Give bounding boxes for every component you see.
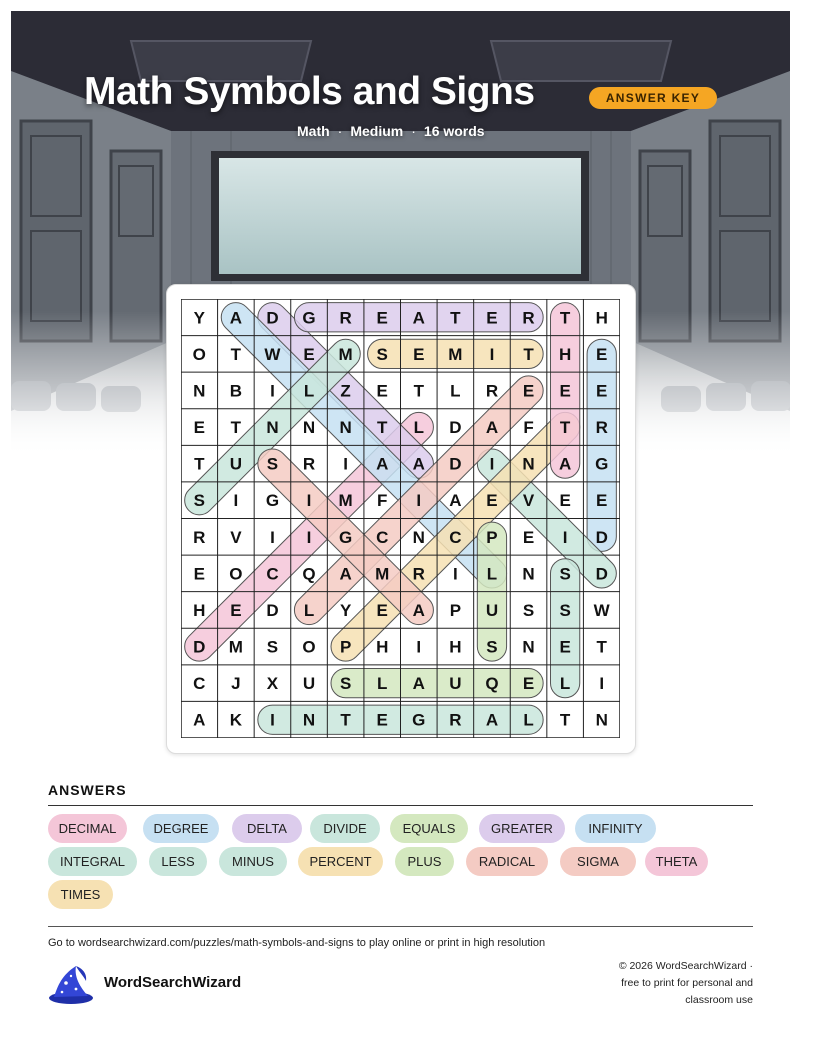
grid-letter: T [559,418,571,438]
grid-letter: S [559,600,571,620]
grid-letter: G [412,710,426,730]
answer-key-badge: ANSWER KEY [589,87,717,109]
grid-letter: T [340,710,351,730]
grid-letter: F [377,491,388,511]
grid-letter: I [306,491,312,511]
grid-letter: E [193,564,205,584]
meta-subject: Math [297,123,330,139]
grid-letter: X [266,674,279,694]
grid-letter: I [489,454,495,474]
grid-letter: M [338,491,353,511]
grid-letter: U [485,600,499,620]
grid-letter: S [376,344,388,364]
grid-letter: R [485,381,499,401]
copyright-line: classroom use [685,994,753,1006]
grid-letter: I [562,527,568,547]
grid-letter: I [306,527,312,547]
meta-difficulty: Medium [350,123,404,139]
grid-letter: E [376,308,388,328]
grid-letter: B [229,381,243,401]
grid-letter: E [596,491,608,511]
grid-letter: D [449,454,462,474]
grid-letter: S [486,637,498,657]
grid-letter: H [193,600,206,620]
grid-letter: M [375,564,390,584]
grid-letter: A [485,710,499,730]
grid-letter: E [376,381,388,401]
grid-letter: U [229,454,243,474]
answer-chip-theta: THETA [645,847,708,876]
grid-letter: A [229,308,243,328]
grid-letter: E [303,344,315,364]
page-title: Math Symbols and Signs [84,70,535,113]
grid-letter: I [270,381,275,401]
grid-letter: H [376,637,389,657]
grid-letter: R [449,710,462,730]
grid-letter: Q [302,564,316,584]
grid-letter: A [485,418,499,438]
grid-letter: S [266,454,279,474]
grid-letter: R [522,308,535,328]
grid-letter: C [266,564,279,584]
grid-letter: R [302,454,316,474]
grid-letter: S [559,564,571,584]
answer-chip-less: LESS [149,847,207,876]
grid-letter: D [266,308,279,328]
grid-letter: N [522,564,535,584]
footer-url-text: Go to wordsearchwizard.com/puzzles/math-symbols-and-signs to play online or print in high resolution [48,937,546,949]
grid-letter: F [523,418,534,438]
grid-letter: I [416,491,422,511]
grid-letter: P [339,637,352,657]
grid-letter: D [595,564,608,584]
grid-letter: C [376,527,389,547]
answer-chip-decimal: DECIMAL [48,814,127,843]
grid-letter: T [450,308,461,328]
grid-letter: A [412,308,425,328]
grid-letter: E [559,637,571,657]
grid-letter: P [449,600,462,620]
grid-letter: K [229,710,243,730]
grid-letter: T [559,308,571,328]
answer-chip-times: TIMES [48,880,113,909]
grid-letter: G [302,308,316,328]
grid-letter: A [376,454,389,474]
grid-letter: G [265,491,280,511]
grid-letter: L [303,381,315,401]
answer-chip-percent: PERCENT [298,847,383,876]
grid-letter: E [230,600,242,620]
grid-letter: L [486,564,498,584]
answers-heading: ANSWERS [48,782,127,798]
brand-name: WordSearchWizard [104,974,242,991]
copyright-line: free to print for personal and [621,977,753,989]
grid-letter: E [486,308,498,328]
grid-letter: N [302,710,316,730]
grid-letter: G [595,454,609,474]
grid-letter: N [266,418,279,438]
grid-letter: T [230,344,242,364]
copyright-line: © 2026 WordSearchWizard · [618,960,753,972]
grid-letter: A [412,600,425,620]
answer-chip-radical: RADICAL [466,847,548,876]
answer-chip-sigma: SIGMA [560,847,636,876]
grid-letter: E [193,418,205,438]
grid-letter: N [412,527,425,547]
grid-letter: D [193,637,206,657]
grid-letter: W [264,344,281,364]
grid-letter: S [339,674,352,694]
grid-letter: R [193,527,206,547]
meta-separator: · [337,123,343,139]
grid-letter: T [523,344,534,364]
grid-letter: E [376,710,388,730]
puzzle-meta [297,123,485,139]
grid-letter: T [194,454,205,474]
grid-letter: J [231,674,241,694]
grid-letter: M [228,637,243,657]
grid-letter: E [522,381,535,401]
answer-chip-minus: MINUS [219,847,287,876]
answer-chip-divide: DIVIDE [310,814,380,843]
grid-letter: U [302,674,316,694]
grid-letter: T [413,381,424,401]
grid-letter: S [266,637,279,657]
grid-letter: E [596,381,608,401]
answer-chip-degree: DEGREE [143,814,219,843]
grid-letter: E [559,491,571,511]
grid-letter: I [599,674,605,694]
grid-letter: L [303,600,315,620]
grid-letter: I [453,564,458,584]
grid-letter: Z [340,381,351,401]
grid-letter: C [193,674,206,694]
grid-letter: G [339,527,353,547]
grid-letter: A [412,674,425,694]
wizard-hat-icon [46,963,94,1005]
grid-letter: I [489,344,495,364]
grid-letter: T [377,418,388,438]
grid-letter: A [558,454,572,474]
answer-chip-delta: DELTA [232,814,302,843]
grid-letter: I [343,454,348,474]
grid-letter: I [416,637,422,657]
grid-letter: U [449,674,462,694]
grid-letter: R [412,564,425,584]
meta-word-count: 16 words [423,123,485,139]
grid-letter: O [229,564,243,584]
copyright-notice [583,958,753,1009]
grid-letter: V [522,491,535,511]
grid-letter: I [270,710,275,730]
grid-letter: R [595,418,608,438]
grid-letter: Y [339,600,352,620]
grid-letter: N [595,710,608,730]
grid-letter: E [376,600,388,620]
grid-letter: D [449,418,462,438]
grid-letter: E [413,344,425,364]
grid-letter: N [339,418,352,438]
grid-letter: E [596,344,608,364]
grid-letter: T [230,418,242,438]
grid-letter: A [412,454,425,474]
grid-letter: D [266,600,279,620]
grid-letter: O [302,637,316,657]
answers-divider [48,805,753,806]
answer-chip-greater: GREATER [479,814,565,843]
grid-letter: H [449,637,462,657]
grid-letter: M [448,344,463,364]
grid-letter: P [486,527,498,547]
grid-letter: A [339,564,352,584]
grid-letter: L [413,418,424,438]
grid-letter: S [522,600,535,620]
grid-letter: N [302,418,316,438]
grid-letter: R [339,308,352,328]
grid-letter: L [450,381,461,401]
grid-letter: T [596,637,607,657]
grid-letter: I [270,527,275,547]
grid-letter: C [449,527,462,547]
grid-letter: L [523,710,534,730]
grid-letter: E [559,381,571,401]
answer-chip-plus: PLUS [395,847,454,876]
grid-letter: A [193,710,206,730]
grid-letter: E [522,674,535,694]
grid-letter: E [522,527,535,547]
grid-letter: M [338,344,353,364]
grid-letter: T [559,710,571,730]
grid-letter: N [522,454,535,474]
grid-letter: W [593,600,610,620]
grid-letter: L [559,674,571,694]
grid-letter: Q [485,674,499,694]
grid-letter: I [233,491,239,511]
grid-letter: V [230,527,242,547]
answer-chip-integral: INTEGRAL [48,847,137,876]
grid-letter: D [595,527,608,547]
grid-letter: H [595,308,608,328]
grid-letter: E [486,491,498,511]
grid-letter: S [193,491,205,511]
meta-separator: · [411,123,416,139]
grid-letter: L [377,674,388,694]
grid-letter: H [558,344,572,364]
answer-chip-equals: EQUALS [390,814,468,843]
grid-letter: N [522,637,535,657]
grid-letter: N [193,381,206,401]
answer-chip-infinity: INFINITY [575,814,656,843]
footer-divider [48,926,753,927]
grid-letter: O [192,344,206,364]
grid-letter: Y [193,308,205,328]
grid-letter: A [449,491,462,511]
word-search-grid [181,299,620,738]
